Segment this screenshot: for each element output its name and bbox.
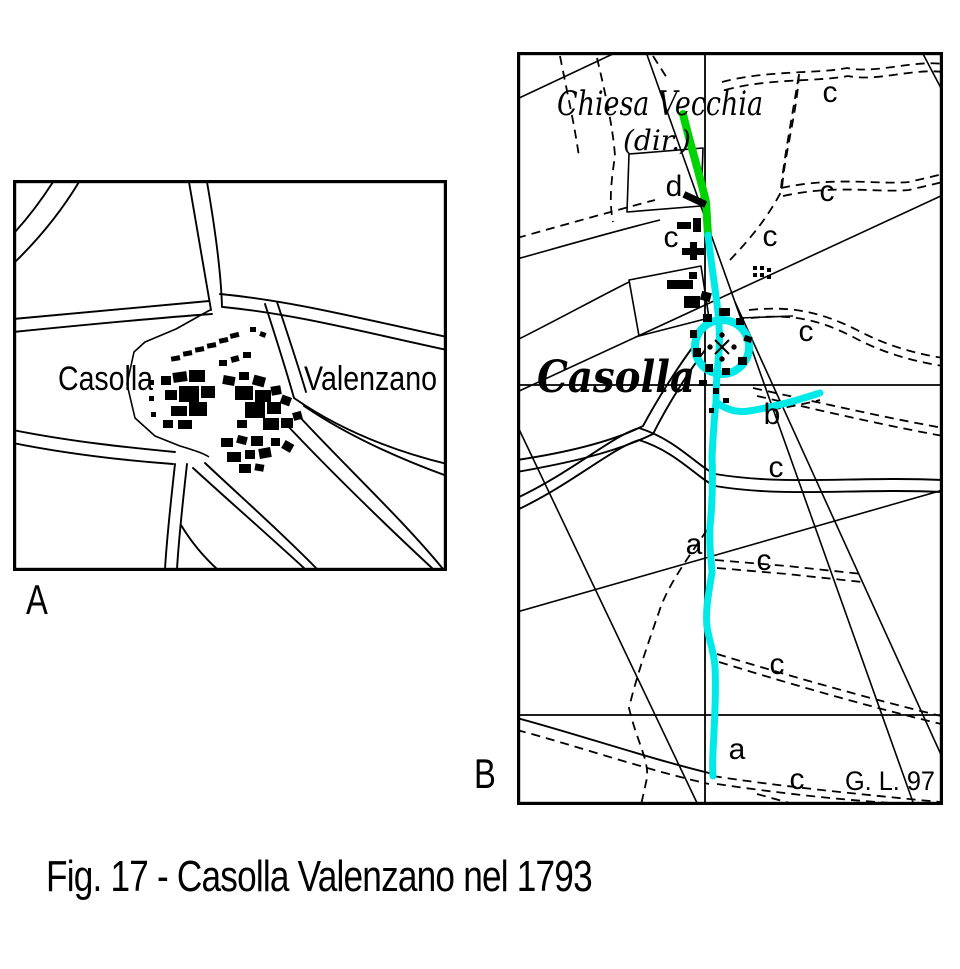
map-letter-c: c — [789, 763, 805, 796]
map-letter-c: c — [768, 451, 784, 484]
panel-b-letter: B — [474, 750, 496, 797]
figure-caption: Fig. 17 - Casolla Valenzano nel 1793 — [46, 852, 592, 901]
panel-b-label-chiesa-vecchia: Chiesa Vecchia — [557, 84, 763, 124]
panel-b-label-dir: (dir.) — [623, 124, 691, 157]
map-letter-c: c — [762, 220, 778, 253]
panel-b-label-casolla: Casolla — [537, 352, 695, 403]
map-letter-c: c — [663, 221, 679, 254]
map-letter-c: c — [756, 544, 772, 577]
panel-b-border — [519, 54, 942, 804]
map-letter-c: c — [819, 175, 835, 208]
map-letter-c: c — [798, 315, 814, 348]
panel-b-map — [517, 52, 943, 805]
panel-b-credit: G. L. 97 — [845, 766, 935, 796]
panel-a-map — [13, 180, 447, 571]
church-cross-icon — [708, 333, 735, 360]
panel-b-boundary-diagonals — [517, 52, 943, 805]
map-letter-c: c — [769, 648, 785, 681]
map-letter-a: a — [685, 528, 703, 561]
panel-b-field-tracks — [517, 56, 943, 805]
map-letter-d: d — [665, 170, 683, 203]
panel-a-label-casolla: Casolla — [58, 360, 154, 398]
panel-a-letter: A — [26, 576, 48, 623]
panel-b-gridlines — [517, 52, 943, 805]
panel-a-label-valenzano: Valenzano — [304, 360, 437, 398]
map-letter-b: b — [763, 398, 781, 431]
map-letter-a: a — [728, 733, 746, 766]
map-letter-c: c — [822, 76, 838, 109]
